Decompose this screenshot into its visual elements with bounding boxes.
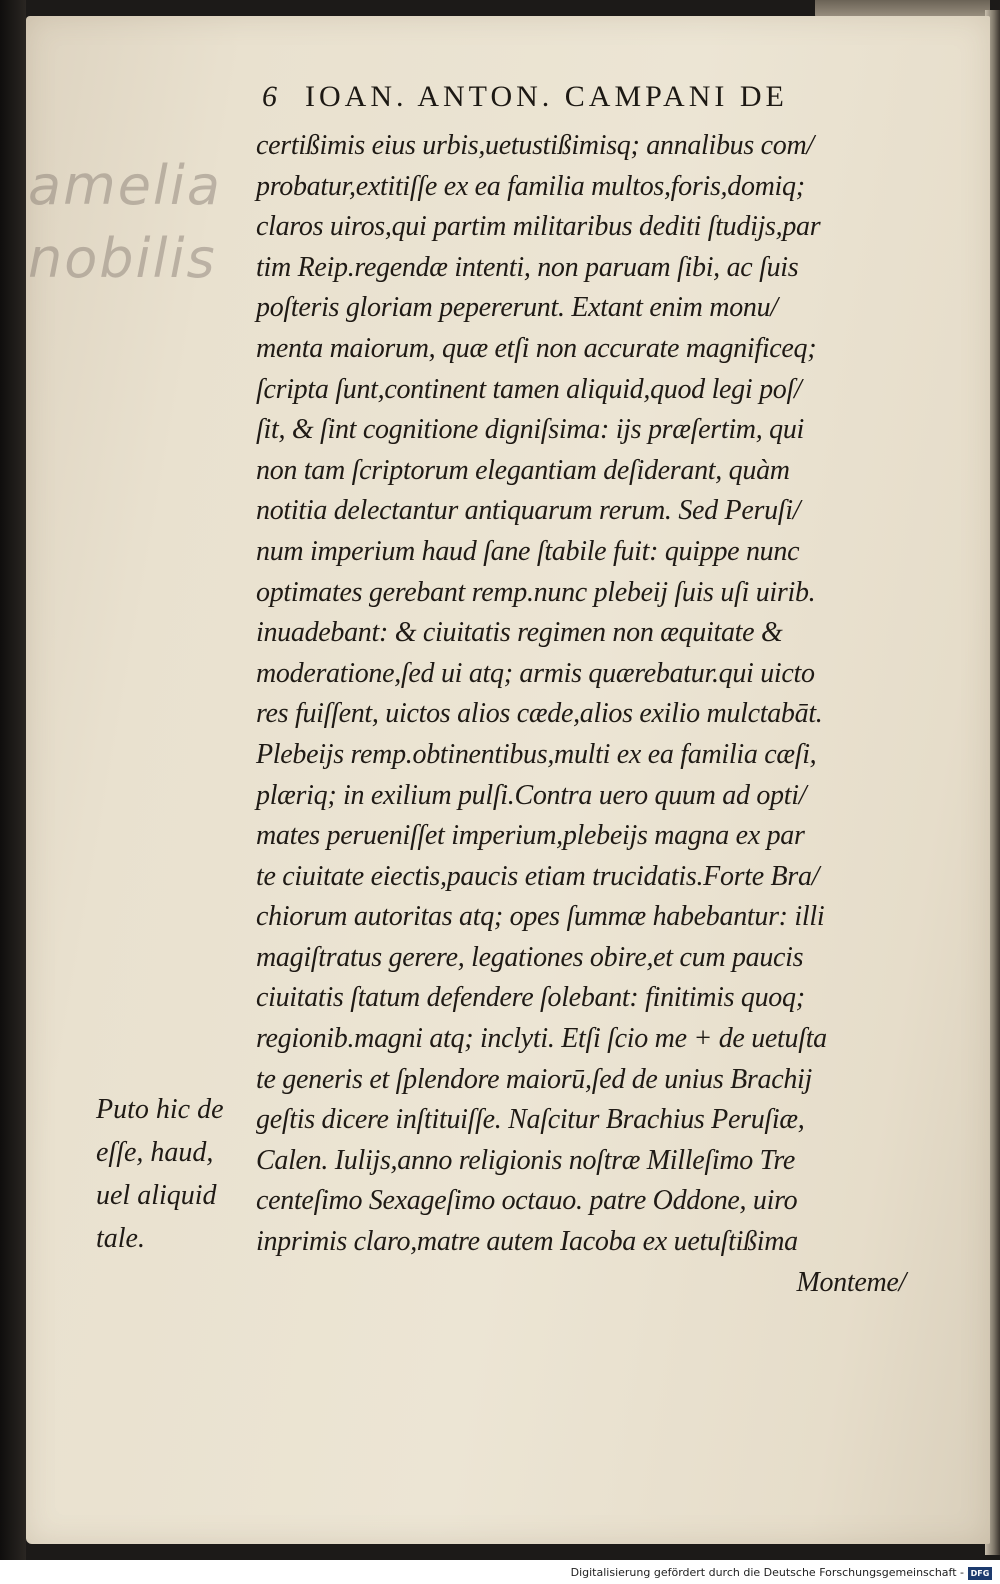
- running-title: IOAN. ANTON. CAMPANI DE: [305, 80, 788, 113]
- page-number: 6: [262, 80, 281, 113]
- text-line: optimates gerebant remp.nunc plebeij ſuis uſi uirib.: [256, 576, 816, 608]
- text-line: magiſtratus gerere, legationes obire,et cum paucis: [256, 941, 804, 973]
- text-line: tim Reip.regendæ intenti, non paruam ſibi, ac ſuis: [256, 251, 799, 283]
- text-line: inprimis claro,matre autem Iacoba ex uetuſtißima: [256, 1226, 798, 1258]
- text-line: inuadebant: & ciuitatis regimen non æquitate &: [256, 617, 783, 649]
- text-line: num imperium haud ſane ſtabile fuit: quippe nunc: [256, 535, 800, 567]
- margin-note-line: Puto hic de: [96, 1094, 224, 1125]
- dfg-logo[interactable]: DFG: [968, 1567, 992, 1580]
- text-line: menta maiorum, quæ etſi non accurate magnificeq;: [256, 332, 817, 364]
- text-line: geſtis dicere inſtituiſſe. Naſcitur Brachius Peruſiæ,: [256, 1104, 805, 1136]
- text-line: Plebeijs remp.obtinentibus,multi ex ea familia cæſi,: [256, 738, 817, 770]
- text-line: certißimis eius urbis,uetustißimisq; annalibus com/: [256, 130, 814, 161]
- text-line: centeſimo Sexageſimo octauo. patre Oddone, uiro: [256, 1185, 798, 1217]
- margin-note-line: uel aliquid: [96, 1180, 217, 1211]
- text-line: te ciuitate eiectis,paucis etiam trucidatis.Forte Bra/: [256, 860, 820, 892]
- text-line: ciuitatis ſtatum defendere ſolebant: finitimis quoq;: [256, 982, 805, 1014]
- text-line: probatur,extitiſſe ex ea familia multos,foris,domiq;: [256, 170, 805, 202]
- ghost-line: nobilis: [28, 226, 217, 290]
- text-line: plæriq; in exilium pulſi.Contra uero quum ad opti/: [256, 779, 807, 811]
- text-line: moderatione,ſed ui atq; armis quærebatur.qui uicto: [256, 657, 815, 689]
- footer: [0, 1562, 1000, 1584]
- text-line: notitia delectantur antiquarum rerum. Sed Peruſi/: [256, 495, 801, 527]
- catchword: Monteme/: [796, 1266, 906, 1298]
- footer-text: Digitalisierung gefördert durch die Deutsche Forschungsgemeinschaft -: [570, 1566, 964, 1579]
- ghost-annotation: [28, 150, 228, 296]
- text-line: poſteris gloriam pepererunt. Extant enim monu/: [256, 292, 778, 324]
- text-line: chiorum autoritas atq; opes ſummæ habebantur: illi: [256, 901, 825, 933]
- text-line: ſit, & ſint cognitione digniſsima: ijs præſertim, qui: [256, 414, 804, 446]
- running-header: [262, 80, 902, 114]
- text-line: claros uiros,qui partim militaribus dediti ſtudijs,par: [256, 211, 821, 243]
- margin-note-line: eſſe, haud,: [96, 1137, 214, 1168]
- binding-shadow: [0, 0, 26, 1560]
- text-line: Calen. Iulijs,anno religionis noſtræ Milleſimo Tre: [256, 1144, 796, 1176]
- main-text: [256, 126, 906, 1303]
- text-line: ſcripta ſunt,continent tamen aliquid,quod legi poſ/: [256, 373, 802, 405]
- text-line: res fuiſſent, uictos alios cæde,alios exilio mulctabāt.: [256, 698, 823, 730]
- text-line: te generis et ſplendore maiorū,ſed de unius Brachij: [256, 1063, 813, 1095]
- margin-note: [96, 1088, 256, 1260]
- text-line: non tam ſcriptorum elegantiam deſiderant, quàm: [256, 454, 790, 486]
- ghost-line: amelia: [28, 154, 223, 217]
- text-line: regionib.magni atq; inclyti. Etſi ſcio me + de uetuſta: [256, 1023, 827, 1055]
- text-line: mates perueniſſet imperium,plebeijs magna ex par: [256, 820, 805, 852]
- margin-note-line: tale.: [96, 1223, 145, 1254]
